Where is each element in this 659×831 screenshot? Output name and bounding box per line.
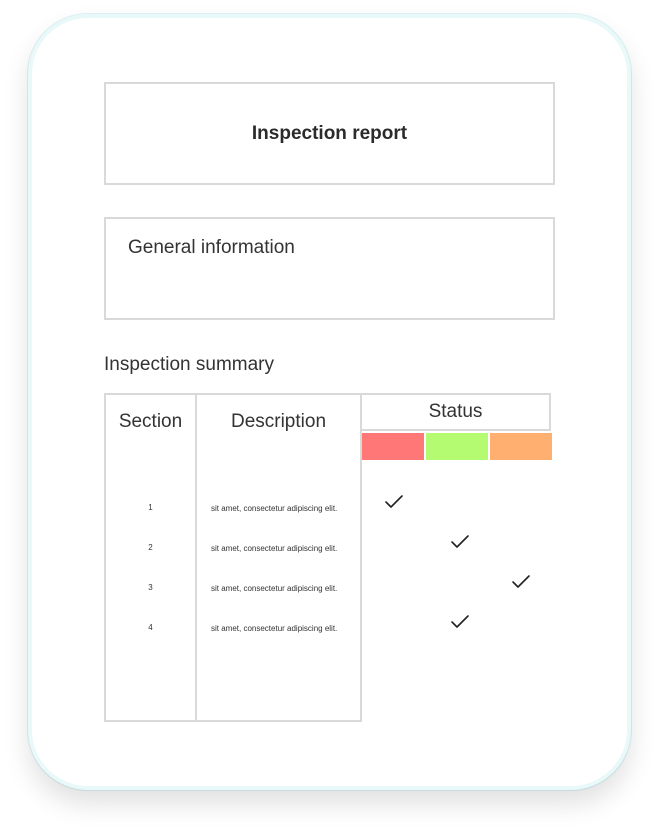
- general-information-label: General information: [128, 237, 295, 258]
- section-header: Section: [118, 411, 183, 432]
- row-description: sit amet, consectetur adipiscing elit.: [211, 544, 338, 553]
- report-title: Inspection report: [251, 122, 408, 144]
- general-information-box: [104, 217, 555, 320]
- checkmark-icon: [384, 494, 404, 510]
- checkmark-icon: [450, 534, 470, 550]
- row-section-number: 3: [148, 583, 153, 592]
- section-column: [104, 393, 197, 722]
- checkmark-icon: [511, 574, 531, 590]
- row-section-number: 1: [148, 503, 153, 512]
- description-header: Description: [230, 411, 327, 432]
- row-description: sit amet, consectetur adipiscing elit.: [211, 584, 338, 593]
- status-green-swatch: [426, 433, 488, 460]
- status-red-swatch: [362, 433, 424, 460]
- row-section-number: 4: [148, 623, 153, 632]
- row-section-number: 2: [148, 543, 153, 552]
- title-box: [104, 82, 555, 185]
- status-header: Status: [360, 393, 551, 431]
- inspection-summary-heading: Inspection summary: [104, 354, 275, 375]
- description-column: [195, 393, 362, 722]
- row-description: sit amet, consectetur adipiscing elit.: [211, 624, 338, 633]
- row-description: sit amet, consectetur adipiscing elit.: [211, 504, 338, 513]
- checkmark-icon: [450, 614, 470, 630]
- status-orange-swatch: [490, 433, 552, 460]
